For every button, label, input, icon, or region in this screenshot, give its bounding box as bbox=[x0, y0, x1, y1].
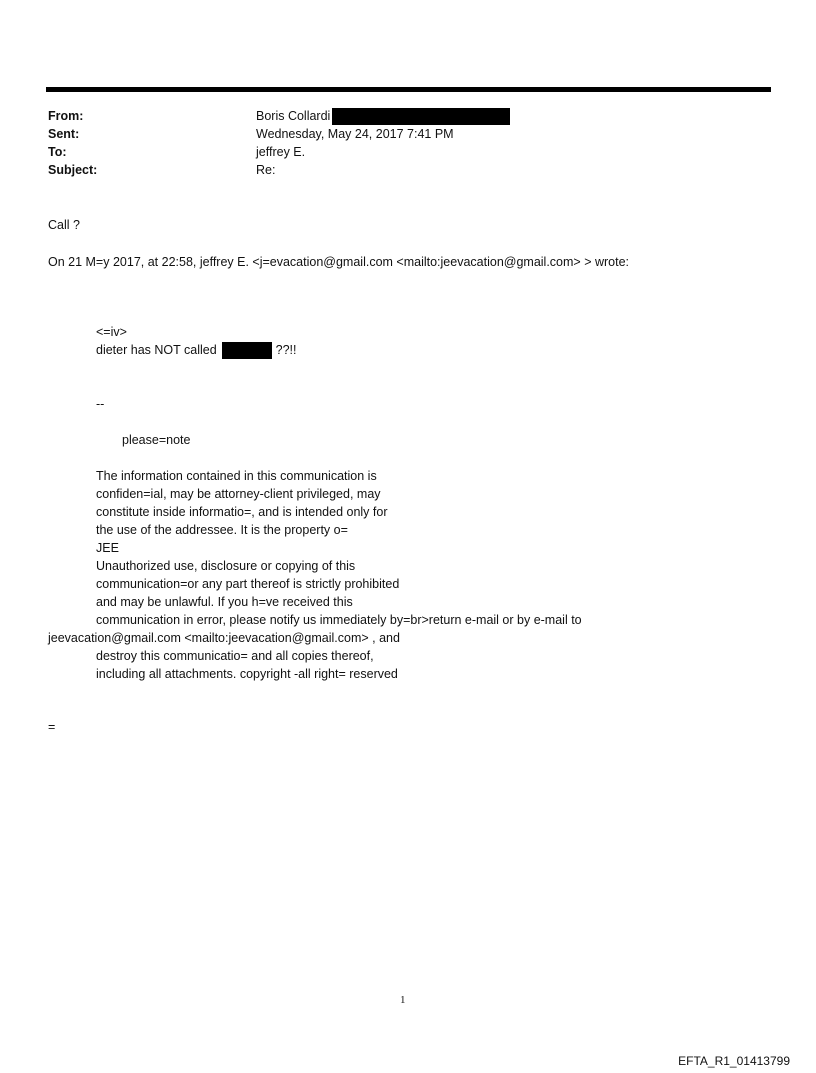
disclaimer-line: destroy this communicatio= and all copies thereof, bbox=[96, 649, 374, 663]
redaction-box bbox=[332, 108, 510, 125]
from-label: From: bbox=[48, 109, 84, 123]
from-name: Boris Collardi bbox=[256, 109, 331, 123]
subject-label: Subject: bbox=[48, 163, 98, 177]
please-note: please=note bbox=[122, 433, 191, 447]
document-id: EFTA_R1_01413799 bbox=[678, 1054, 790, 1068]
div-tag: <=iv> bbox=[96, 325, 127, 339]
disclaimer-line: Unauthorized use, disclosure or copying of this bbox=[96, 559, 356, 573]
disclaimer-line: including all attachments. copyright -all right= reserved bbox=[96, 667, 398, 681]
redaction-box bbox=[222, 342, 272, 359]
reply-text: Call ? bbox=[48, 218, 80, 232]
header-rule bbox=[46, 87, 771, 92]
dieter-line bbox=[96, 341, 297, 359]
dieter-text: dieter has NOT called bbox=[96, 343, 217, 357]
disclaimer-line: confiden=ial, may be attorney-client privileged, may bbox=[96, 487, 381, 501]
sent-value: Wednesday, May 24, 2017 7:41 PM bbox=[256, 127, 454, 141]
disclaimer-line: communication in error, please notify us immediately by=br>return e-mail or by e-mail to bbox=[96, 613, 582, 627]
disclaimer-line: the use of the addressee. It is the property o= bbox=[96, 523, 348, 537]
subject-value: Re: bbox=[256, 163, 276, 177]
disclaimer-line: communication=or any part thereof is strictly prohibited bbox=[96, 577, 400, 591]
disclaimer-email: jeevacation@gmail.com <mailto:jeevacation@gmail.com> , and bbox=[48, 631, 400, 645]
sent-label: Sent: bbox=[48, 127, 80, 141]
to-label: To: bbox=[48, 145, 67, 159]
disclaimer-line: The information contained in this communication is bbox=[96, 469, 377, 483]
dieter-tail: ??!! bbox=[275, 343, 297, 357]
page-number: 1 bbox=[400, 994, 406, 1006]
disclaimer-line: constitute inside informatio=, and is intended only for bbox=[96, 505, 388, 519]
trailing-equals: = bbox=[48, 720, 56, 734]
from-value bbox=[256, 107, 510, 125]
signature-separator: -- bbox=[96, 397, 105, 411]
disclaimer-line: JEE bbox=[96, 541, 119, 555]
to-value: jeffrey E. bbox=[256, 145, 306, 159]
disclaimer-line: and may be unlawful. If you h=ve received this bbox=[96, 595, 353, 609]
quote-intro: On 21 M=y 2017, at 22:58, jeffrey E. <j=evacation@gmail.com <mailto:jeevacation@gmail.com> > wrote: bbox=[48, 255, 629, 269]
